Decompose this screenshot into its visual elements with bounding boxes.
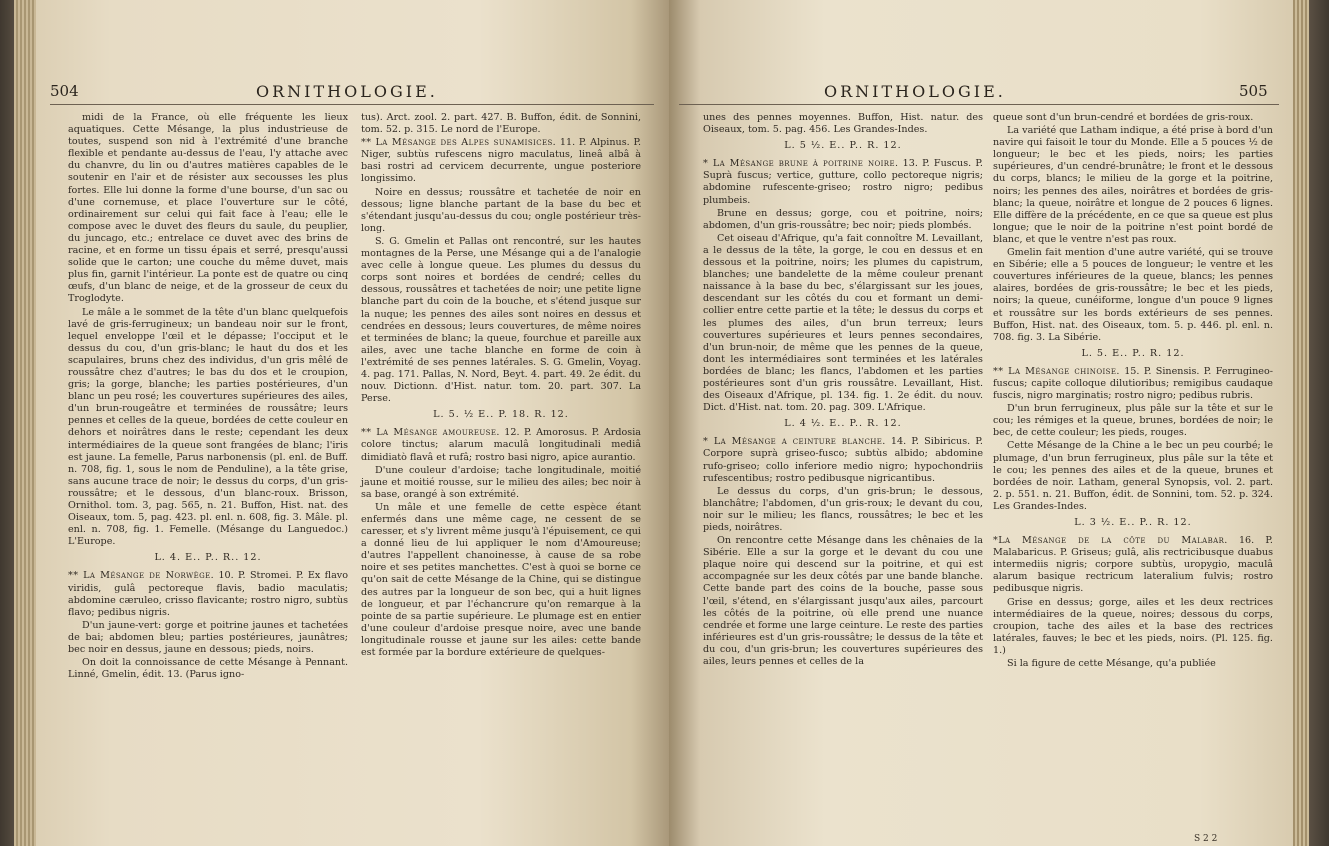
paragraph-text: tus). Arct. zool. 2. part. 427. B. Buffon, édit. de Sonnini, tom. 52. p. 315. Le nord de l'Europe. bbox=[361, 112, 641, 136]
measurement-line: L. 4. E.. P.. R.. 12. bbox=[154, 552, 262, 564]
paragraph-text: D'une couleur d'ardoise; tache longitudinale, moitié jaune et moitié rousse, sur le milieu des ailes; bec noir à sa base, orangé à son extrémité. bbox=[361, 464, 641, 500]
paragraph-text: Noire en dessus; roussâtre et tachetée de noir en dessous; ligne blanche partant de la base du bec et s'étendant jusqu'au-dessus du cou; ongle postérieur très-long. bbox=[361, 186, 641, 234]
left-column-1 bbox=[68, 112, 348, 682]
text-paragraph bbox=[993, 403, 1273, 439]
paragraph-text: D'un jaune-vert: gorge et poitrine jaunes et tachetées de bai; abdomen bleu; parties postérieures, jaunâtres; bec noir en dessus, jaune en dessous; pieds, noirs. bbox=[68, 619, 348, 656]
species-heading: * La Mésange brune à poitrine noire. bbox=[703, 158, 899, 170]
species-entry bbox=[361, 137, 641, 185]
text-paragraph bbox=[361, 236, 641, 405]
measurement-line: L. 5 ½. E.. P.. R. 12. bbox=[784, 140, 902, 152]
right-header-rule bbox=[679, 104, 1279, 105]
left-page-number: 504 bbox=[50, 82, 79, 100]
measurement-line: L. 3 ½. E.. P.. R. 12. bbox=[1074, 517, 1192, 528]
right-running-head: ORNITHOLOGIE. bbox=[824, 82, 1006, 101]
text-paragraph bbox=[703, 208, 983, 232]
paragraph-text: D'un brun ferrugineux, plus pâle sur la tête et sur le cou; les rémiges et la queue, brunes, bordées de noir; le bec, de cette couleur; les pieds, rouges. bbox=[993, 403, 1273, 439]
text-paragraph bbox=[993, 112, 1273, 124]
text-paragraph bbox=[68, 620, 348, 656]
left-running-head: ORNITHOLOGIE. bbox=[256, 82, 438, 101]
species-entry bbox=[68, 570, 348, 618]
paragraph-text: On rencontre cette Mésange dans les chênaies de la Sibérie. Elle a sur la gorge et le devant du cou une plaque noire qui descend sur la poitrine, et qui est accompagnée sur les deux côtés par une bande blanche. Cette bande part des coins de la bouche, passe sous l'œil, s'étend, en s'élargissant jusqu'aux ailes, parcourt les côtés de la poitrine, où elle prend une nuance cendrée et forme une large ceinture. Le reste des parties inférieures est d'un gris-roussâtre; le dessus de la tête et du cou, d'un gris-brun; les couvertures supérieures des ailes, leurs pennes et celles de la bbox=[703, 535, 983, 668]
measurement-line: L. 4 ½. E.. P.. R. 12. bbox=[784, 418, 902, 430]
paragraph-text: 15. P. Sinensis. P. Ferrugineo-fuscus; capite colloque dilutioribus; remigibus caudaque fuscis, nigro marginatis; rostro nigro; pedibus rubris. bbox=[993, 365, 1273, 402]
text-paragraph bbox=[361, 187, 641, 235]
species-heading: ** La Mésange chinoise. bbox=[993, 365, 1120, 377]
paragraph-text: Si la figure de cette Mésange, qu'a publiée bbox=[1007, 658, 1216, 670]
species-entry bbox=[703, 158, 983, 206]
signature-mark: S 2 2 bbox=[1194, 834, 1218, 844]
text-paragraph bbox=[68, 112, 348, 306]
species-entry bbox=[993, 535, 1273, 595]
left-page bbox=[36, 0, 669, 846]
text-paragraph bbox=[361, 465, 641, 501]
species-heading: ** La Mésange des Alpes sunamisices. bbox=[361, 137, 557, 149]
paragraph-text: 16. P. Malabaricus. P. Griseus; gulâ, alis rectricibusque duabus intermediis nigris; corpore subtùs, uropygio, maculâ alarum basique rectricum lateralium fulvis; rostro pedibusque nigris. bbox=[993, 535, 1273, 595]
right-page bbox=[669, 0, 1293, 846]
paragraph-text: 12. P. Amorosus. P. Ardosia colore tinctus; alarum maculâ longitudinali mediâ dimidiatò flavâ et rufâ; rostro basi nigro, apice aurantio. bbox=[361, 427, 641, 463]
species-heading: ** La Mésange de Norwège. bbox=[68, 570, 215, 582]
paragraph-text: Grise en dessus; gorge, ailes et les deux rectrices intermédiaires de la queue, noires; dessous du corps, croupion, tache des ailes et la base des rectrices latérales, fauves; le bec et les pieds, noirs. (Pl. 125. fig. 1.) bbox=[993, 596, 1273, 656]
paragraph-text: La variété que Latham indique, a été prise à bord d'un navire qui faisoit le tour du Monde. Elle a 5 pouces ½ de longueur; le bec et les pieds, noirs; les parties supérieures, d'un cendré-brunâtre; le front et le dessous du corps, blancs; le milieu de la gorge et la poitrine, noirs; les pennes des ailes, noirâtres et bordées de gris-blanc; la queue, noirâtre et longue de 2 pouces 6 lignes. Elle diffère de la précédente, en ce que sa queue est plus longue; que le noir de la poitrine n'est point bordé de blanc, et que le ventre n'est pas roux. bbox=[993, 125, 1273, 245]
left-header-rule bbox=[50, 104, 654, 105]
text-paragraph bbox=[361, 112, 641, 136]
text-paragraph bbox=[703, 486, 983, 534]
text-paragraph bbox=[993, 597, 1273, 657]
paragraph-text: Le mâle a le sommet de la tête d'un blanc quelquefois lavé de gris-ferrugineux; un bandeau noir sur le front, lequel enveloppe l'œil et le dépasse; l'occiput et le dessus du cou, d'un gris-blanc; le haut du dos et les scapulaires, bruns chez des individus, d'un gris mêlé de roussâtre chez d'autres; le bas du dos et le croupion, gris; la gorge, blanche; les parties postérieures, d'un blanc un peu rosé; les couvertures supérieures des ailes, d'un brun-rougeâtre et terminées de roussâtre; leurs pennes et celles de la queue, bordées de cette couleur en dehors et noirâtres dans le reste; cependant les deux intermédiaires de la queue sont frangées de blanc; l'iris est jaune. La femelle, Parus narbonensis (pl. enl. de Buff. n. 708, fig. 1, sous le nom de Penduline), a la tête grise, sans aucune trace de noir; le dessus du corps, d'un gris-roussâtre; et le dessous, d'un blanc-roux. Brisson, Ornithol. tom. 3, pag. 565, n. 21. Buffon, Hist. nat. des Oiseaux, tom. 5, pag. 423. pl. enl. n. 608, fig. 3. Mâle. pl. enl. n. 708, fig. 1. Femelle. (Mésange du Languedoc.) L'Europe. bbox=[68, 306, 348, 548]
species-entry bbox=[361, 427, 641, 463]
right-page-number: 505 bbox=[1239, 82, 1268, 100]
species-entry bbox=[993, 366, 1273, 402]
paragraph-text: 14. P. Sibiricus. P. Corpore suprà griseo-fusco; subtùs albido; abdomine rufo-griseo; collo inferiore medio nigro; hypochondriis rufescentibus; rostro pedibusque nigricantibus. bbox=[703, 436, 983, 484]
text-paragraph bbox=[703, 233, 983, 414]
paragraph-text: On doit la connoissance de cette Mésange à Pennant. Linné, Gmelin, édit. 13. (Parus igno- bbox=[68, 657, 348, 681]
book-edge-left bbox=[14, 0, 36, 846]
paragraph-text: S. G. Gmelin et Pallas ont rencontré, sur les hautes montagnes de la Perse, une Mésange qui a de l'analogie avec celle à longue queue. Les plumes du dessus du corps sont noires et bordées de cendré; celles du dessous, roussâtres et tachetées de noir; une petite ligne blanche part du coin de la bouche, et s'étend jusque sur la nuque; les pennes des ailes sont noires en dessus et cendrées en dessous; leurs couvertures, de même noires et terminées de blanc; la queue, fourchue et pareille aux ailes, avec une tache blanche en forme de coin à l'extrémité de ses pennes latérales. S. G. Gmelin, Voyag. 4. pag. 171. Pallas, N. Nord, Beyt. 4. part. 49. 2e édit. du nouv. Dictionn. d'Hist. natur. tom. 20. part. 307. La Perse. bbox=[361, 235, 641, 405]
paragraph-text: Brune en dessus; gorge, cou et poitrine, noirs; abdomen, d'un gris-roussâtre; bec noir; pieds plombés. bbox=[703, 207, 983, 231]
paragraph-text: Gmelin fait mention d'une autre variété, qui se trouve en Sibérie; elle a 5 pouces de longueur; le ventre et les couvertures inférieures de la queue, blancs; les pennes alaires, bordées de gris-roussâtre; le bec et les pieds, noirs; la queue, cunéiforme, longue d'un pouce 9 lignes et roussâtre sur les bords extérieurs de ses pennes. Buffon, Hist. nat. des Oiseaux, tom. 5. p. 446. pl. enl. n. 708. fig. 3. La Sibérie. bbox=[993, 247, 1273, 343]
paragraph-text: 10. P. Stromei. P. Ex flavo viridis, gulâ pectoreque flavis, badio maculatis; abdomine cæruleo, crisso flavicante; rostro nigro, subtùs flavo; pedibus nigris. bbox=[68, 570, 348, 618]
species-heading: *La Mésange de la côte du Malabar. bbox=[993, 535, 1228, 547]
text-paragraph bbox=[68, 307, 348, 549]
text-paragraph bbox=[993, 247, 1273, 344]
measurement-line: L. 5. ½ E.. P. 18. R. 12. bbox=[433, 409, 569, 421]
paragraph-text: Cet oiseau d'Afrique, qu'a fait connoître M. Levaillant, a le dessus de la tête, la gorge, le cou en dessus et en dessous et la poitrine, noirs; les plumes du capistrum, blanches; une bandelette de la même couleur prenant naissance à la base du bec, s'élargissant sur les joues, descendant sur les côtés du cou et formant un demi-collier entre cette partie et la tête; le dessus du corps et les plumes des ailes, d'un brun terreux; leurs couvertures supérieures et leurs pennes secondaires, d'un brun-noir, de même que les pennes de la queue, dont les intermédiaires sont terminées et les latérales bordées de blanc; les flancs, l'abdomen et les parties postérieures sont d'un gris roussâtre. Levaillant, Hist. des Oiseaux d'Afrique, pl. 134. fig. 1. 2e édit. du nouv. Dict. d'Hist. nat. tom. 20. pag. 309. L'Afrique. bbox=[703, 232, 983, 414]
paragraph-text: Un mâle et une femelle de cette espèce étant enfermés dans une même cage, ne cessent de se caresser, et s'y livrent même jusqu'à l'épuisement, ce qui a donné lieu de lui appliquer le nom d'Amoureuse; d'autres l'appellent chanoinesse, à cause de sa robe noire et ses petites manchettes. C'est à quoi se borne ce qu'on sait de cette Mésange de la Chine, qui se distingue des autres par la longueur de son bec, qui a huit lignes de longueur, et par l'échancrure qu'on remarque à la pointe de sa partie supérieure. Le plumage est en entier d'une couleur d'ardoise presque noire, avec une bande longitudinale rousse et jaune sur les ailes: cette bande est formée par la bordure extérieure de quelques- bbox=[361, 501, 641, 659]
paragraph-text: unes des pennes moyennes. Buffon, Hist. natur. des Oiseaux, tom. 5. pag. 456. Les Grandes-Indes. bbox=[703, 112, 983, 136]
left-column-2 bbox=[361, 112, 641, 660]
paragraph-text: queue sont d'un brun-cendré et bordées de gris-roux. bbox=[993, 112, 1254, 123]
text-paragraph bbox=[993, 125, 1273, 246]
species-heading: * La Mésange a ceinture blanche. bbox=[703, 436, 886, 448]
species-entry bbox=[703, 436, 983, 484]
text-paragraph bbox=[993, 440, 1273, 513]
text-paragraph bbox=[361, 502, 641, 659]
paragraph-text: 13. P. Fuscus. P. Suprà fuscus; vertice, gutture, collo pectoreque nigris; abdomine rufescente-griseo; rostro nigro; pedibus plumbeis. bbox=[703, 158, 983, 206]
paragraph-text: midi de la France, où elle fréquente les lieux aquatiques. Cette Mésange, la plus industrieuse de toutes, suspend son nid à l'extrémité d'une branche flexible et pendante au-dessus de l'eau, l'y attache avec du chanvre, du lin ou d'autres matières capables de le soutenir en l'air et de résister aux secousses les plus fortes. Elle lui donne la forme d'une bourse, d'un sac ou d'une cornemuse, et place l'ouverture sur le côté, ordinairement sur celui qui fait face à l'eau; elle le compose avec le duvet des fleurs du saule, du peuplier, du juncago, etc.; entrelace ce duvet avec des brins de racine, et en forme un tissu épais et serré, presqu'aussi solide que le carton; une couche du même duvet, mais plus fin, garnit l'intérieur. La ponte est de quatre ou cinq œufs, d'un blanc de neige, et de la grosseur de ceux du Troglodyte. bbox=[68, 112, 348, 305]
measurement-line: L. 5. E.. P.. R. 12. bbox=[1081, 347, 1185, 359]
species-heading: ** La Mésange amoureuse. bbox=[361, 427, 500, 439]
text-paragraph bbox=[993, 658, 1273, 670]
right-column-1 bbox=[703, 112, 983, 669]
right-column-2 bbox=[993, 112, 1273, 671]
paragraph-text: 11. P. Alpinus. P. Niger, subtùs rufescens nigro maculatus, lineâ albâ à basi rostri ad cervicem decurrente, ungue posteriore longissimo. bbox=[361, 137, 642, 185]
paragraph-text: Le dessus du corps, d'un gris-brun; le dessous, blanchâtre; l'abdomen, d'un gris-roux; le devant du cou, noir sur le milieu; les flancs, roussâtres; le bec et les pieds, noirâtres. bbox=[703, 485, 983, 533]
text-paragraph bbox=[68, 657, 348, 681]
text-paragraph bbox=[703, 535, 983, 668]
paragraph-text: Cette Mésange de la Chine a le bec un peu courbé; le plumage, d'un brun ferrugineux, plus pâle sur la tête et le cou; les pennes des ailes et de la queue, brunes et bordées de noir. Latham, general Synopsis, vol. 2. part. 2. p. 551. n. 21. Buffon, édit. de Sonnini, tom. 52. p. 324. Les Grandes-Indes. bbox=[993, 440, 1273, 512]
text-paragraph bbox=[703, 112, 983, 136]
